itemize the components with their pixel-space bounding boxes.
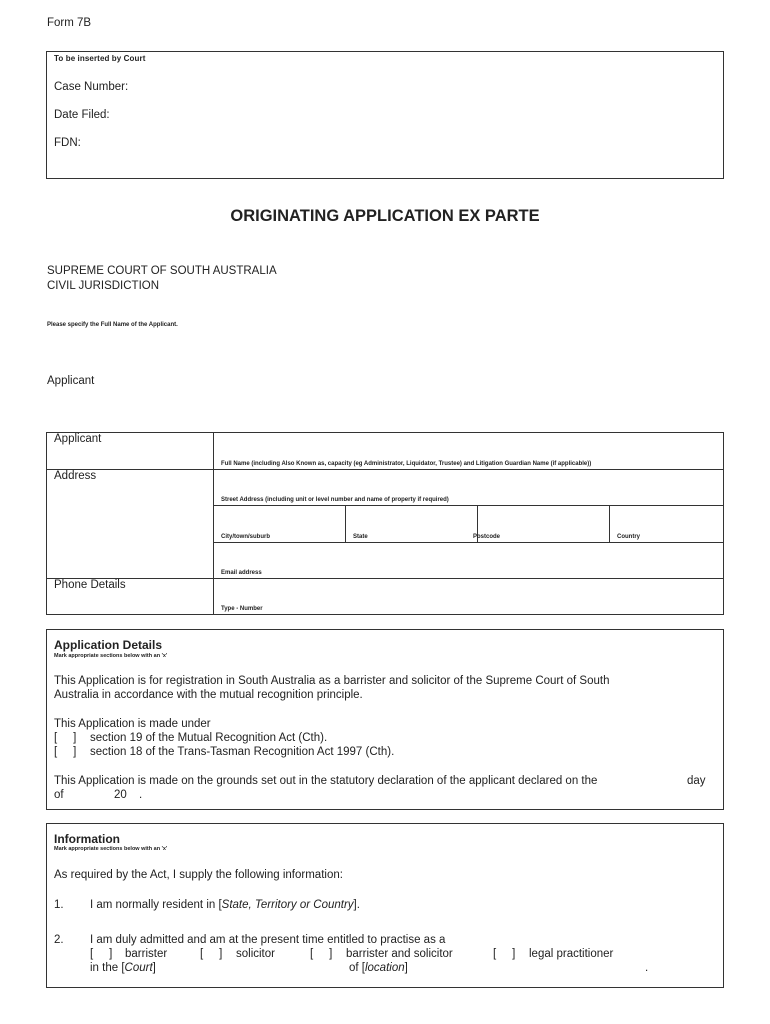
option2-checkbox[interactable]: [ ] (54, 746, 77, 758)
state-field[interactable]: State (353, 534, 368, 540)
solicitor-checkbox[interactable]: [ ] (200, 948, 223, 960)
form-label: Form 7B (47, 17, 92, 29)
court-box (46, 51, 724, 179)
court-box-heading: To be inserted by Court (54, 54, 146, 63)
location-placeholder[interactable]: location (364, 962, 405, 974)
legal-practitioner-checkbox[interactable]: [ ] (493, 948, 516, 960)
party-table (46, 432, 724, 615)
postcode-field[interactable]: Postcode (473, 534, 501, 540)
option1-checkbox[interactable]: [ ] (54, 732, 77, 744)
court-jurisdiction: CIVIL JURISDICTION (47, 280, 160, 292)
street-address-field[interactable]: Street Address (including unit or level number and name of property if required) (221, 497, 449, 503)
item1-prefix: I am normally resident in [ (90, 899, 222, 911)
application-details-heading: Application Details (54, 638, 163, 652)
case-number-field[interactable]: Case Number: (54, 81, 129, 93)
made-under-text: This Application is made under (54, 718, 211, 730)
item2-text: I am duly admitted and am at the present time entitled to practise as a (90, 934, 446, 946)
grounds-end: . (139, 789, 143, 801)
application-details-subheading: Mark appropriate sections below with an 'x' (54, 653, 168, 659)
of-prefix: of [ (349, 962, 365, 974)
full-name-field[interactable]: Full Name (including Also Known as, capacity (eg Administrator, Liquidator, Trustee) and Litigation Guardian Name (if applicable)) (221, 461, 592, 467)
item1-number: 1. (54, 899, 64, 911)
location-line (349, 962, 408, 974)
grounds-year-field[interactable]: 20 (114, 789, 127, 801)
in-the-prefix: in the [ (90, 962, 125, 974)
option1-label: section 19 of the Mutual Recognition Act (Cth). (90, 732, 328, 744)
solicitor-label: solicitor (236, 948, 275, 960)
court-placeholder[interactable]: Court (124, 962, 153, 974)
information-intro: As required by the Act, I supply the following information: (54, 869, 343, 881)
grounds-text: This Application is made on the grounds set out in the statutory declaration of the applicant declared on the (54, 775, 598, 787)
legal-practitioner-label: legal practitioner (529, 948, 614, 960)
information-subheading: Mark appropriate sections below with an 'x' (54, 846, 168, 852)
applicant-row-label: Applicant (54, 433, 102, 445)
application-para-line2: Australia in accordance with the mutual recognition principle. (54, 689, 363, 701)
email-field[interactable]: Email address (221, 570, 262, 576)
option2-label: section 18 of the Trans-Tasman Recognition Act 1997 (Cth). (90, 746, 395, 758)
country-field[interactable]: Country (617, 534, 640, 540)
barrister-solicitor-checkbox[interactable]: [ ] (310, 948, 333, 960)
court-name: SUPREME COURT OF SOUTH AUSTRALIA (47, 265, 277, 277)
applicant-section-label: Applicant (47, 375, 95, 387)
phone-row-label: Phone Details (54, 579, 126, 591)
court-close: ] (152, 962, 156, 974)
item1-placeholder[interactable]: State, Territory or Country (221, 899, 354, 911)
fdn-field[interactable]: FDN: (54, 137, 81, 149)
phone-number-field[interactable]: Type - Number (221, 606, 263, 612)
date-filed-field[interactable]: Date Filed: (54, 109, 110, 121)
grounds-of-label: of (54, 789, 64, 801)
application-details-box (46, 629, 724, 810)
court-line-end: . (645, 962, 649, 974)
city-field[interactable]: City/town/suburb (221, 534, 270, 540)
barrister-solicitor-label: barrister and solicitor (346, 948, 453, 960)
location-close: ] (404, 962, 408, 974)
address-row-label: Address (54, 470, 97, 482)
page-title: ORIGINATING APPLICATION EX PARTE (230, 207, 540, 225)
application-para-line1: This Application is for registration in South Australia as a barrister and solicitor of the Supreme Court of South (54, 675, 610, 687)
grounds-day-label: day (687, 775, 706, 787)
court-line (90, 962, 156, 974)
applicant-note: Please specify the Full Name of the Applicant. (47, 322, 178, 328)
barrister-checkbox[interactable]: [ ] (90, 948, 113, 960)
information-box (46, 823, 724, 988)
item2-number: 2. (54, 934, 64, 946)
information-heading: Information (54, 832, 120, 846)
item1-suffix: ]. (353, 899, 360, 911)
item1-text (90, 899, 360, 911)
barrister-label: barrister (125, 948, 168, 960)
